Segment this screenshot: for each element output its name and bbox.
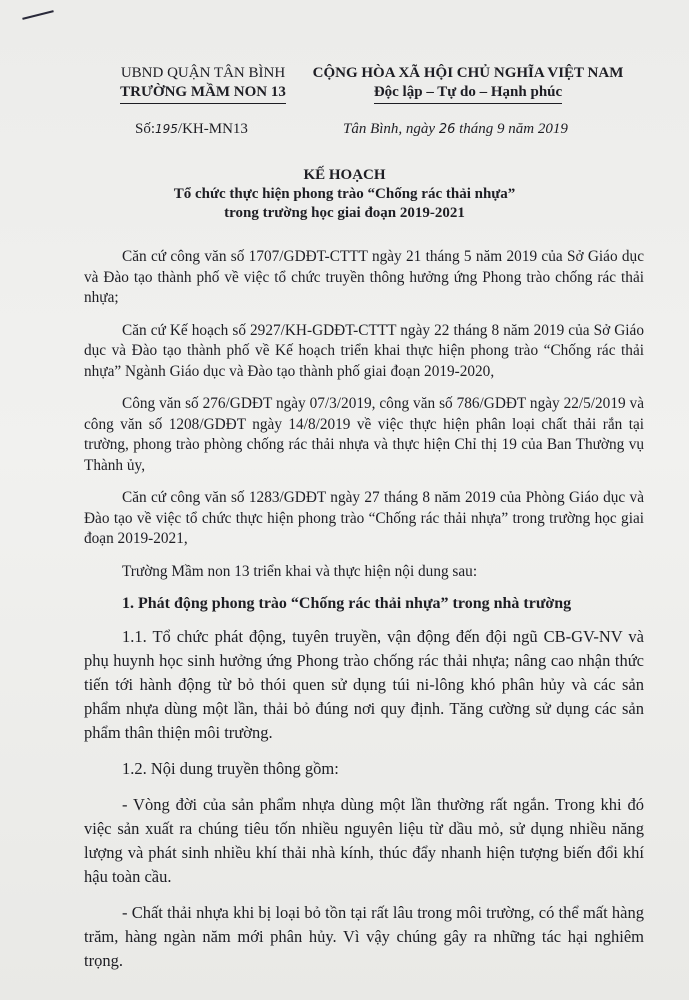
number-prefix: Số: bbox=[135, 121, 156, 137]
document-header bbox=[0, 64, 689, 104]
document-number bbox=[135, 121, 248, 138]
issuer-district: UBND QUẬN TÂN BÌNH bbox=[120, 65, 286, 81]
paragraph-4: Căn cứ công văn số 1283/GDĐT ngày 27 tháng 8 năm 2019 của Phòng Giáo dục và Đào tạo về việc tổ chức thực hiện phong trào “Chống rác thải nhựa” trong trường học giai đoạn 2019-2021, bbox=[84, 489, 644, 547]
title-sub-2: trong trường học giai đoạn 2019-2021 bbox=[224, 205, 465, 221]
section-heading-1: 1. Phát động phong trào “Chống rác thải nhựa” trong nhà trường bbox=[122, 595, 572, 612]
title-sub-1: Tổ chức thực hiện phong trào “Chống rác thải nhựa” bbox=[173, 186, 516, 202]
document-date bbox=[343, 121, 568, 138]
national-header bbox=[300, 64, 636, 104]
pen-mark bbox=[22, 10, 54, 20]
paragraph-6: 1.1. Tổ chức phát động, tuyên truyền, vận động đến đội ngũ CB-GV-NV và phụ huynh học sinh hưởng ứng Phong trào chống rác thải nhựa; nâng cao nhận thức tiến tới hành động từ bỏ thói quen sử dụng túi ni-lông khó phân hủy và các sản phẩm nhựa dùng một lần, thải bỏ đúng nơi quy định. Tăng cường sử dụng các sản phẩm thân thiện môi trường. bbox=[84, 626, 644, 742]
paragraph-9: - Chất thải nhựa khi bị loại bỏ tồn tại rất lâu trong môi trường, có thể mất hàng trăm, hàng ngàn năm mới phân hủy. Vì vậy chúng gây ra những tác hại nghiêm trọng. bbox=[84, 902, 644, 970]
document-title bbox=[0, 166, 689, 223]
paragraph-8: - Vòng đời của sản phẩm nhựa dùng một lần thường rất ngắn. Trong khi đó việc sản xuất ra chúng tiêu tốn nhiều nguyên liệu từ dầu mỏ, sử dụng nhiều năng lượng và phát sinh nhiều khí thải nhà kính, thúc đẩy nhanh hiện tượng biến đổi khí hậu toàn cầu. bbox=[84, 794, 644, 886]
paragraph-3: Công văn số 276/GDĐT ngày 07/3/2019, công văn số 786/GDĐT ngày 22/5/2019 và công văn số 1208/GDĐT ngày 14/8/2019 về việc thực hiện phân loại chất thải rắn tại trường, phong trào phòng chống rác thải nhựa và thực hiện Chỉ thị 19 của Ban Thường vụ Thành ủy, bbox=[84, 395, 644, 474]
number-suffix: /KH-MN13 bbox=[177, 121, 248, 137]
national-motto: Độc lập – Tự do – Hạnh phúc bbox=[374, 83, 562, 104]
national-title: CỘNG HÒA XÃ HỘI CHỦ NGHĨA VIỆT NAM bbox=[312, 65, 624, 81]
title-main: KẾ HOẠCH bbox=[303, 167, 386, 183]
paragraph-1: Căn cứ công văn số 1707/GDĐT-CTTT ngày 21 tháng 5 năm 2019 của Sở Giáo dục và Đào tạo thành phố về việc tổ chức truyền thông hưởng ứng Phong trào chống rác thải nhựa; bbox=[84, 248, 644, 306]
document-body bbox=[84, 247, 644, 985]
reference-line bbox=[0, 121, 689, 141]
paragraph-5: Trường Mầm non 13 triển khai và thực hiện nội dung sau: bbox=[122, 562, 478, 580]
date-day: 26 bbox=[438, 122, 456, 137]
paragraph-7: 1.2. Nội dung truyền thông gồm: bbox=[122, 758, 339, 778]
date-rest: tháng 9 năm 2019 bbox=[459, 121, 568, 137]
number-handwritten: 195 bbox=[155, 122, 178, 136]
issuer-block bbox=[108, 64, 298, 104]
issuer-school: TRƯỜNG MẦM NON 13 bbox=[120, 83, 286, 104]
paragraph-2: Căn cứ Kế hoạch số 2927/KH-GDĐT-CTTT ngày 22 tháng 8 năm 2019 của Sở Giáo dục và Đào tạo thành phố về Kế hoạch triển khai thực hiện phong trào “Chống rác thải nhựa” Ngành Giáo dục và Đào tạo thành phố giai đoạn 2019-2020, bbox=[84, 321, 644, 380]
date-prefix: Tân Bình, ngày bbox=[343, 121, 436, 137]
